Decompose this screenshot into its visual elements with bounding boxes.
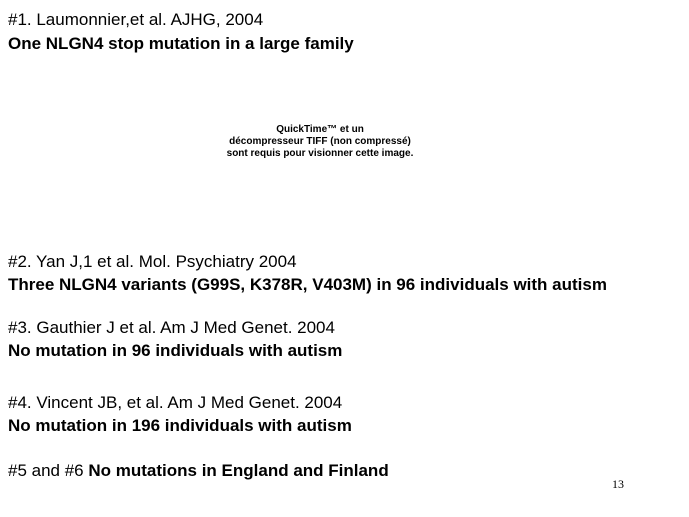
- reference-1: #1. Laumonnier,et al. AJHG, 2004: [8, 10, 264, 29]
- finding-5: No mutations in England and Finland: [88, 461, 389, 480]
- image-placeholder: [190, 124, 450, 160]
- slide-number: 13: [612, 477, 624, 491]
- finding-3: No mutation in 96 individuals with autism: [8, 341, 343, 360]
- finding-2: Three NLGN4 variants (G99S, K378R, V403M) in 96 individuals with autism: [8, 275, 607, 294]
- placeholder-line-1: QuickTime™ et un: [276, 124, 364, 135]
- finding-1: One NLGN4 stop mutation in a large family: [8, 34, 354, 53]
- reference-4: #4. Vincent JB, et al. Am J Med Genet. 2004: [8, 393, 343, 412]
- finding-4: No mutation in 196 individuals with autism: [8, 416, 352, 435]
- reference-5: #5 and #6: [8, 461, 84, 480]
- reference-2: #2. Yan J,1 et al. Mol. Psychiatry 2004: [8, 252, 297, 271]
- placeholder-line-2: décompresseur TIFF (non compressé): [229, 136, 411, 147]
- entry-5: [8, 461, 389, 481]
- reference-3: #3. Gauthier J et al. Am J Med Genet. 2004: [8, 318, 335, 337]
- placeholder-line-3: sont requis pour visionner cette image.: [226, 148, 414, 159]
